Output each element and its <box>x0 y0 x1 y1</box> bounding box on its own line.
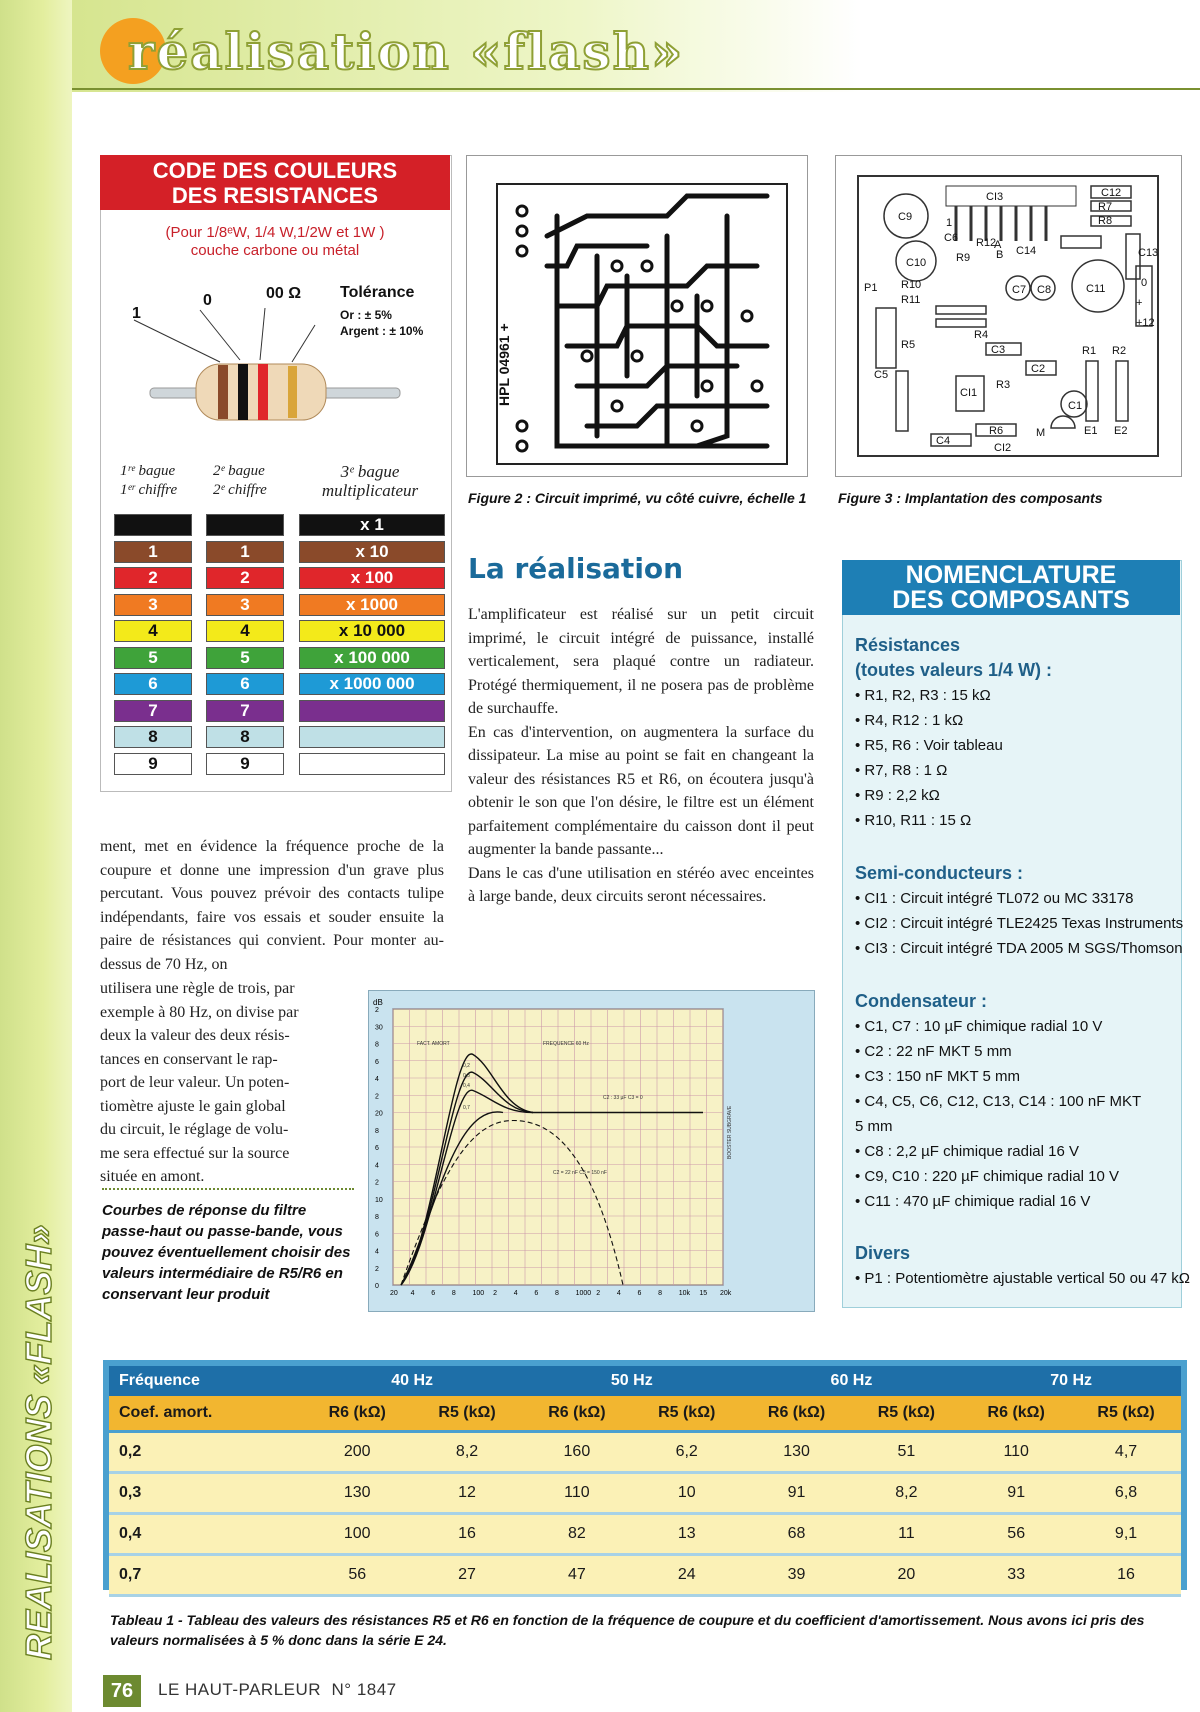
values-table <box>109 1366 1181 1597</box>
value-cell: 47 <box>522 1556 632 1597</box>
swatch-second-digit: 1 <box>206 541 284 563</box>
swatch-multiplier: x 1 <box>299 514 445 536</box>
component-label: CI3 <box>986 191 1004 203</box>
component-label: 0 <box>1141 277 1148 289</box>
graph-annotation: 0,2 <box>463 1063 470 1069</box>
component-label: B <box>996 249 1004 261</box>
swatch-second-digit: 3 <box>206 594 284 616</box>
cond-heading: Condensateur : <box>855 991 988 1011</box>
y-axis-label: dB <box>373 998 383 1007</box>
component-label: CI1 <box>960 387 978 399</box>
response-graph-svg <box>369 991 814 1311</box>
divers-heading: Divers <box>855 1243 911 1263</box>
cond-item: • C3 : 150 nF MKT 5 mm <box>855 1068 1021 1085</box>
graph-annotation: 0,4 <box>463 1083 470 1089</box>
col-head-3 <box>305 462 435 500</box>
swatch-second-digit <box>206 514 284 536</box>
cond-item: • C11 : 470 µF chimique radial 16 V <box>855 1193 1091 1210</box>
swatch-second-digit: 2 <box>206 567 284 589</box>
y-tick: 8 <box>375 1214 379 1221</box>
resistor-label-0: 0 <box>203 292 212 309</box>
color-code-title-line2: DES RESISTANCES <box>171 183 379 208</box>
freq-50: 50 Hz <box>522 1366 742 1396</box>
semi-heading: Semi-conducteurs : <box>855 863 1024 883</box>
swatch-multiplier: x 10 <box>299 541 445 563</box>
x-tick: 20 <box>390 1290 398 1297</box>
y-tick: 4 <box>375 1076 379 1083</box>
nomenclature-capacitors <box>855 989 1173 1214</box>
resist-item: • R4, R12 : 1 kΩ <box>855 712 964 729</box>
pcb-reference-label: HPL 04961 + <box>496 323 512 406</box>
x-tick: 8 <box>451 1290 456 1297</box>
left-line-d: tances en conservant le rap- <box>100 1050 278 1068</box>
figure3-caption: Figure 3 : Implantation des composants <box>838 490 1103 506</box>
cond-item: • C2 : 22 nF MKT 5 mm <box>855 1043 1012 1060</box>
r5-header: R5 (kΩ) <box>1071 1396 1181 1433</box>
x-tick: 2 <box>596 1290 601 1297</box>
y-tick: 0 <box>375 1283 379 1290</box>
component-label: R11 <box>901 294 921 306</box>
value-cell: 16 <box>412 1515 522 1556</box>
component-label: R8 <box>1098 215 1113 227</box>
value-cell: 200 <box>302 1433 412 1474</box>
color-code-subtitle-line1: (Pour 1/8ᵉW, 1/4 W,1/2W et 1W ) <box>165 224 385 241</box>
swatch-multiplier <box>299 700 445 722</box>
component-label: E1 <box>1084 425 1098 437</box>
freq-70: 70 Hz <box>961 1366 1181 1396</box>
value-cell: 56 <box>961 1515 1071 1556</box>
swatch-first-digit: 6 <box>114 673 192 695</box>
y-tick: 2 <box>375 1093 379 1101</box>
left-paragraph-1: ment, met en évidence la fréquence proche de la coupure et donne une impression d'un grave plus percutant. Vous pouvez prévoir des contacts tulipe indépendants, faire vos essais et souder ensuite la paire de résistances qui convient. Pour monter au-dessus de 70 Hz, on <box>100 838 444 973</box>
x-tick: 4 <box>410 1290 415 1297</box>
swatch-first-digit: 7 <box>114 700 192 722</box>
nomenclature-resistances <box>855 633 1173 833</box>
col-head-2-line1: 2ᵉ bague <box>213 463 265 479</box>
component-label: R3 <box>996 379 1011 391</box>
value-cell: 6,8 <box>1071 1474 1181 1515</box>
swatch-first-digit: 5 <box>114 647 192 669</box>
figure2-frame <box>466 155 808 477</box>
swatch-first-digit: 4 <box>114 620 192 642</box>
freq-40: 40 Hz <box>302 1366 522 1396</box>
component-label: R4 <box>974 329 989 341</box>
coef-label: Coef. amort. <box>109 1396 302 1433</box>
swatch-second-digit: 9 <box>206 753 284 775</box>
component-label: C4 <box>936 435 951 447</box>
y-tick: 6 <box>375 1145 379 1152</box>
x-tick: 10k <box>678 1290 691 1297</box>
value-cell: 100 <box>302 1515 412 1556</box>
value-cell: 68 <box>742 1515 852 1556</box>
component-label: C7 <box>1012 284 1027 296</box>
col-head-1-line2: 1ᵉʳ chiffre <box>120 482 178 498</box>
component-label: C3 <box>991 344 1006 356</box>
resist-item: • R7, R8 : 1 Ω <box>855 762 948 779</box>
value-cell: 12 <box>412 1474 522 1515</box>
y-tick: 30 <box>375 1024 383 1032</box>
coef-cell: 0,7 <box>109 1556 302 1597</box>
r5-header: R5 (kΩ) <box>632 1396 742 1433</box>
value-cell: 91 <box>961 1474 1071 1515</box>
page-title: réalisation «flash» <box>128 22 685 81</box>
freq-60: 60 Hz <box>742 1366 962 1396</box>
swatch-first-digit: 9 <box>114 753 192 775</box>
pcb-copper-drawing <box>467 156 807 476</box>
resistor-label-1: 1 <box>132 305 141 322</box>
nomenclature-box <box>842 560 1190 1308</box>
nomenclature-title-line1: NOMENCLATURE <box>905 561 1117 589</box>
left-line-i: située en amont. <box>100 1168 205 1185</box>
cond-item: 5 mm <box>855 1118 893 1135</box>
y-tick: 10 <box>375 1196 383 1204</box>
semi-list <box>855 886 1184 961</box>
tolerance-silver: Argent : ± 10% <box>340 324 424 338</box>
issue-number: N° 1847 <box>331 1680 397 1699</box>
resist-item: • R9 : 2,2 kΩ <box>855 787 940 804</box>
swatch-second-digit: 5 <box>206 647 284 669</box>
realisation-text <box>468 603 814 909</box>
resist-item: • R10, R11 : 15 Ω <box>855 812 972 829</box>
swatch-multiplier <box>299 753 445 775</box>
cond-item: • C1, C7 : 10 µF chimique radial 10 V <box>855 1018 1103 1035</box>
coef-cell: 0,2 <box>109 1433 302 1474</box>
values-table-body <box>109 1396 1181 1597</box>
x-tick: 20k <box>720 1290 732 1297</box>
table-row <box>109 1556 1181 1597</box>
value-cell: 160 <box>522 1433 632 1474</box>
swatch-multiplier: x 10 000 <box>299 620 445 642</box>
component-label: R7 <box>1098 201 1113 213</box>
section-heading-realisation: La réalisation <box>468 552 684 585</box>
left-line-e: port de leur valeur. Un poten- <box>100 1074 290 1091</box>
divers-item: • P1 : Potentiomètre ajustable vertical 50 ou 47 kΩ <box>855 1270 1190 1287</box>
value-cell: 39 <box>742 1556 852 1597</box>
caption-divider <box>102 1188 354 1190</box>
value-cell: 51 <box>851 1433 961 1474</box>
r5-header: R5 (kΩ) <box>851 1396 961 1433</box>
y-tick: 2 <box>375 1007 379 1014</box>
response-graph <box>368 990 815 1312</box>
component-label: R10 <box>901 279 922 291</box>
resistor-label-00: 00 Ω <box>266 285 302 302</box>
semi-item: • CI3 : Circuit intégré TDA 2005 M SGS/Thomson <box>855 940 1183 957</box>
r5-header: R5 (kΩ) <box>412 1396 522 1433</box>
y-tick: 4 <box>375 1162 379 1170</box>
value-cell: 130 <box>742 1433 852 1474</box>
col-head-2-line2: 2ᵉ chiffre <box>213 482 267 498</box>
swatch-second-digit: 4 <box>206 620 284 642</box>
x-tick: 1000 <box>575 1290 592 1297</box>
value-cell: 13 <box>632 1515 742 1556</box>
swatch-multiplier <box>299 726 445 748</box>
swatch-multiplier: x 1000 <box>299 594 445 616</box>
graph-annotation: FREQUENCE 60 Hz <box>543 1041 589 1047</box>
left-line-f: tiomètre ajuste le gain global <box>100 1097 286 1115</box>
graph-annotation: C2 : 33 µF C3 = 0 <box>603 1095 643 1101</box>
cond-item: • C4, C5, C6, C12, C13, C14 : 100 nF MKT <box>855 1093 1142 1110</box>
component-label: C1 <box>1068 400 1083 412</box>
table-row <box>109 1474 1181 1515</box>
value-cell: 9,1 <box>1071 1515 1181 1556</box>
value-cell: 4,7 <box>1071 1433 1181 1474</box>
graph-annotation: BOOSTER SUBGRAVE <box>727 1105 733 1159</box>
figure2-caption: Figure 2 : Circuit imprimé, vu côté cuivre, échelle 1 <box>468 490 807 506</box>
component-layout-drawing <box>836 156 1181 476</box>
resist-heading-1: Résistances <box>855 635 961 655</box>
nomenclature-divers <box>855 1241 1190 1291</box>
cond-item: • C8 : 2,2 µF chimique radial 16 V <box>855 1143 1079 1160</box>
graph-annotation: 0,3 <box>463 1073 470 1079</box>
r6-header: R6 (kΩ) <box>961 1396 1071 1433</box>
figure3-frame <box>835 155 1182 477</box>
component-label: R2 <box>1112 345 1127 357</box>
y-tick: 8 <box>375 1041 379 1049</box>
y-tick: 20 <box>375 1110 383 1118</box>
page-number: 76 <box>103 1675 141 1707</box>
value-cell: 24 <box>632 1556 742 1597</box>
component-label: C5 <box>874 369 889 381</box>
left-line-h: me sera effectué sur la source <box>100 1144 290 1162</box>
color-code-subtitle <box>108 224 442 260</box>
value-cell: 56 <box>302 1556 412 1597</box>
realisation-paragraph-2: En cas d'intervention, on augmentera la surface du dissipateur. La mise au point se fait en changeant la valeur des résistances R5 et R6, on écoutera jusqu'à obtenir le son que l'on désire, le filtre est un élément parfaitement complémentaire du caisson dont il peut augmenter la bande passante... <box>468 723 814 858</box>
tolerance-gold: Or : ± 5% <box>340 308 392 322</box>
col-head-3-line1: 3ᵉ bague <box>340 462 400 481</box>
nomenclature-title-line2: DES COMPOSANTS <box>892 586 1130 614</box>
left-line-b: exemple à 80 Hz, on divise par <box>100 1003 299 1021</box>
nomenclature-title <box>842 560 1180 615</box>
component-label: 1 <box>946 217 953 229</box>
component-label: R9 <box>956 252 971 264</box>
value-cell: 16 <box>1071 1556 1181 1597</box>
table-caption: Tableau 1 - Tableau des valeurs des résistances R5 et R6 en fonction de la fréquence de coupure et du coefficient d'amortissement. Nous avons ici pris des valeurs normalisées à 5 % donc dans la série E 24. <box>110 1612 1145 1648</box>
resist-item: • R1, R2, R3 : 15 kΩ <box>855 687 991 704</box>
graph-annotation: 0,7 <box>463 1105 470 1111</box>
realisation-paragraph-3: Dans le cas d'une utilisation en stéréo avec enceintes à large bande, deux circuits seront nécessaires. <box>468 864 814 905</box>
value-cell: 82 <box>522 1515 632 1556</box>
resistor-label-tolerance: Tolérance <box>340 284 415 301</box>
component-label: + <box>1136 297 1143 309</box>
component-label: R5 <box>901 339 916 351</box>
component-label: C11 <box>1086 283 1106 295</box>
freq-label: Fréquence <box>109 1366 302 1396</box>
nomenclature-semiconductors <box>855 861 1184 961</box>
graph-annotation: FACT. AMORT <box>417 1041 450 1047</box>
swatch-second-digit: 6 <box>206 673 284 695</box>
x-tick: 2 <box>493 1290 498 1297</box>
divers-list <box>855 1266 1190 1291</box>
coef-cell: 0,3 <box>109 1474 302 1515</box>
r6-header: R6 (kΩ) <box>302 1396 412 1433</box>
col-head-1 <box>120 462 177 500</box>
left-line-a: utilisera une règle de trois, par <box>100 980 295 997</box>
left-column-text <box>100 835 444 976</box>
component-label: C10 <box>906 257 927 269</box>
x-tick: 8 <box>658 1290 663 1297</box>
color-code-title-line1: CODE DES COULEURS <box>152 158 398 183</box>
magazine-name: LE HAUT-PARLEUR <box>158 1680 322 1699</box>
realisation-paragraph-1: L'amplificateur est réalisé sur un petit circuit imprimé, le circuit intégré de puissance, installé verticalement, sera plaqué contre un radiateur. Protégé thermiquement, il ne posera pas de problème de surchauffe. <box>468 606 814 717</box>
swatch-first-digit: 2 <box>114 567 192 589</box>
value-cell: 11 <box>851 1515 961 1556</box>
footer-magazine <box>158 1680 397 1700</box>
x-tick: 4 <box>616 1290 621 1297</box>
component-label: M <box>1036 427 1046 439</box>
value-cell: 33 <box>961 1556 1071 1597</box>
col-head-3-line2: multiplicateur <box>321 481 419 500</box>
component-label: +12 <box>1136 317 1155 329</box>
swatch-multiplier: x 100 <box>299 567 445 589</box>
swatch-first-digit: 1 <box>114 541 192 563</box>
swatch-first-digit: 8 <box>114 726 192 748</box>
value-cell: 130 <box>302 1474 412 1515</box>
component-label: R1 <box>1082 345 1097 357</box>
y-tick: 6 <box>375 1231 379 1239</box>
left-line-g: du circuit, le réglage de volu- <box>100 1121 289 1138</box>
values-table-frame <box>103 1360 1187 1590</box>
table-row <box>109 1433 1181 1474</box>
r6-header: R6 (kΩ) <box>742 1396 852 1433</box>
coef-cell: 0,4 <box>109 1515 302 1556</box>
table-row <box>109 1515 1181 1556</box>
value-cell: 6,2 <box>632 1433 742 1474</box>
value-cell: 110 <box>522 1474 632 1515</box>
semi-item: • CI1 : Circuit intégré TL072 ou MC 33178 <box>855 890 1134 907</box>
value-cell: 20 <box>851 1556 961 1597</box>
header-rule <box>72 88 1200 90</box>
component-label: CI2 <box>994 442 1012 454</box>
left-line-c: deux la valeur des deux résis- <box>100 1027 290 1044</box>
swatch-second-digit: 7 <box>206 700 284 722</box>
y-tick: 8 <box>375 1127 379 1135</box>
y-tick: 2 <box>375 1265 379 1273</box>
component-label: C6 <box>944 232 959 244</box>
col-head-2 <box>213 462 267 500</box>
cond-list <box>855 1014 1173 1214</box>
swatch-first-digit <box>114 514 192 536</box>
component-label: C14 <box>1016 245 1037 257</box>
component-label: R12 <box>976 237 997 249</box>
resist-list <box>855 683 1173 833</box>
color-code-subtitle-line2: couche carbone ou métal <box>190 242 360 259</box>
x-tick: 6 <box>637 1290 642 1297</box>
component-label: A <box>994 239 1002 251</box>
table-subheader-row <box>109 1396 1181 1433</box>
component-label: C12 <box>1101 187 1122 199</box>
semi-item: • CI2 : Circuit intégré TLE2425 Texas Instruments <box>855 915 1184 932</box>
graph-caption: Courbes de réponse du filtre passe-haut ou passe-bande, vous pouvez éventuellement choisir des valeurs intermédiaire de R5/R6 en conservant leur produit <box>102 1202 351 1303</box>
swatch-first-digit: 3 <box>114 594 192 616</box>
component-label: P1 <box>864 282 878 294</box>
component-label: C9 <box>898 211 913 223</box>
resist-heading-2: (toutes valeurs 1/4 W) : <box>855 660 1053 680</box>
value-cell: 91 <box>742 1474 852 1515</box>
value-cell: 8,2 <box>412 1433 522 1474</box>
x-tick: 6 <box>431 1290 436 1297</box>
value-cell: 10 <box>632 1474 742 1515</box>
left-column-wrap-text <box>100 977 328 1189</box>
swatch-second-digit: 8 <box>206 726 284 748</box>
value-cell: 27 <box>412 1556 522 1597</box>
graph-annotation: C2 = 22 nF C3 = 150 nF <box>553 1170 607 1176</box>
col-head-1-line1: 1ʳᵉ bague <box>120 463 176 479</box>
cond-item: • C9, C10 : 220 µF chimique radial 10 V <box>855 1168 1120 1185</box>
component-label: R6 <box>989 425 1004 437</box>
component-label: C8 <box>1037 284 1052 296</box>
resist-item: • R5, R6 : Voir tableau <box>855 737 1003 754</box>
y-tick: 6 <box>375 1058 379 1066</box>
value-cell: 110 <box>961 1433 1071 1474</box>
swatch-multiplier: x 1000 000 <box>299 673 445 695</box>
x-tick: 6 <box>534 1290 539 1297</box>
color-code-title <box>100 155 450 210</box>
y-tick: 2 <box>375 1179 379 1187</box>
x-tick: 15 <box>699 1290 708 1297</box>
r6-header: R6 (kΩ) <box>522 1396 632 1433</box>
component-label: E2 <box>1114 425 1128 437</box>
x-tick: 100 <box>472 1290 485 1297</box>
y-tick: 4 <box>375 1248 379 1256</box>
value-cell: 8,2 <box>851 1474 961 1515</box>
component-label: C13 <box>1138 247 1159 259</box>
x-tick: 8 <box>555 1290 559 1297</box>
swatch-multiplier: x 100 000 <box>299 647 445 669</box>
x-tick: 4 <box>513 1290 518 1297</box>
component-label: C2 <box>1031 363 1046 375</box>
sidebar-label: REALISATIONS «FLASH» <box>18 1224 59 1660</box>
